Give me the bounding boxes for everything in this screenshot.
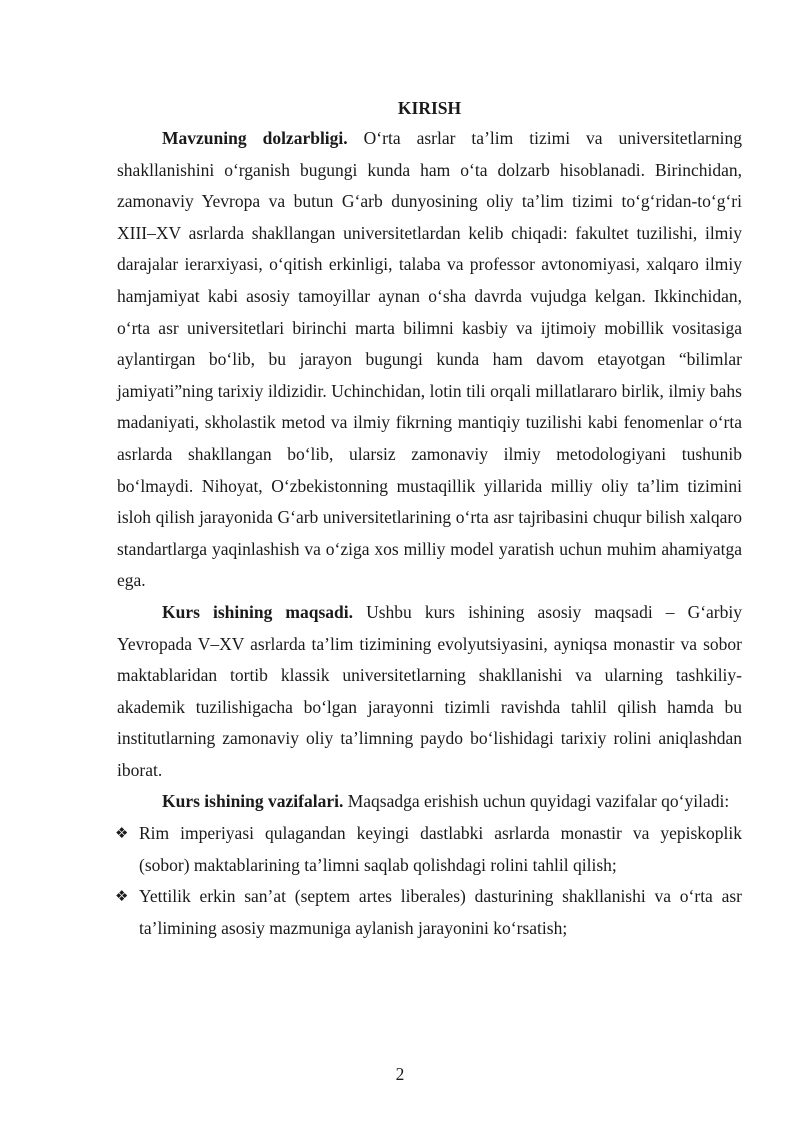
- diamond-bullet-icon: ❖: [115, 887, 129, 906]
- goal-text: Ushbu kurs ishining asosiy maqsadi – G‘arbiy Yevropada V–XV asrlarda ta’lim tizimining evolyutsiyasini, ayniqsa monastir va sobor maktablaridan tortib klassik universitetlarning shakllanishi va ularning tashkiliy-akademik tuzilishigacha bo‘lgan jarayonni tizimli ravishda tahlil qilish hamda bu institutlarning zamonaviy oliy ta’limning paydo bo‘lishidagi tarixiy rolini aniqlashdan iborat.: [117, 601, 743, 780]
- task-list: [117, 818, 742, 944]
- task-item: [117, 818, 742, 881]
- tasks-paragraph: [117, 786, 742, 818]
- tasks-text: Maqsadga erishish uchun quyidagi vazifalar qo‘yiladi:: [343, 791, 730, 812]
- relevance-text: O‘rta asrlar ta’lim tizimi va universitetlarning shakllanishini o‘rganish bugungi kunda ham o‘ta dolzarb hisoblanadi. Birinchidan, zamonaviy Yevropa va butun G‘arb dunyosining oliy ta’lim tizimi to‘g‘ridan-to‘g‘ri XIII–XV asrlarda shakllangan universitetlardan kelib chiqadi: fakultet tuzilishi, ilmiy darajalar ierarxiyasi, o‘qitish erkinligi, talaba va professor avtonomiyasi, xalqaro ilmiy hamjamiyat kabi asosiy tamoyillar aynan o‘sha davrda vujudga kelgan. Ikkinchidan, o‘rta asr universitetlari birinchi marta bilimni kasbiy va ijtimoiy mobillik vositasiga aylantirgan bo‘lib, bu jarayon bugungi kunda ham davom etayotgan “bilimlar jamiyati”ning tarixiy ildizidir. Uchinchidan, lotin tili orqali millatlararo birlik, ilmiy bahs madaniyati, skholastik metod va ilmiy fikrning mantiqiy tuzilishi kabi fenomenlar o‘rta asrlarda shakllangan bo‘lib, ularsiz zamonaviy ilmiy metodologiyani tushunib bo‘lmaydi. Nihoyat, O‘zbekistonning mustaqillik yillarida milliy oliy ta’lim tizimini isloh qilish jarayonida G‘arb universitetlarining o‘rta asr tajribasini chuqur bilish xalqaro standartlarga yaqinlashish va o‘ziga xos milliy model yaratish uchun muhim ahamiyatga ega.: [117, 128, 742, 591]
- goal-paragraph: [117, 597, 742, 787]
- section-heading: KIRISH: [397, 98, 462, 118]
- relevance-lead: Mavzuning dolzarbligi.: [162, 128, 348, 148]
- goal-lead: Kurs ishining maqsadi.: [162, 601, 354, 622]
- page-number: 2: [395, 1064, 405, 1084]
- diamond-bullet-icon: ❖: [115, 824, 129, 843]
- task-item: [117, 881, 742, 944]
- task-text: Rim imperiyasi qulagandan keyingi dastlabki asrlarda monastir va yepiskoplik (sobor) maktablarining ta’limni saqlab qolishdagi rolini tahlil qilish;: [139, 823, 742, 875]
- tasks-lead: Kurs ishining vazifalari.: [162, 791, 344, 812]
- relevance-paragraph: [117, 123, 742, 597]
- task-text: Yettilik erkin san’at (septem artes liberales) dasturining shakllanishi va o‘rta asr ta’limining asosiy mazmuniga aylanish jarayonini ko‘rsatish;: [139, 886, 742, 938]
- document-page: [117, 95, 742, 944]
